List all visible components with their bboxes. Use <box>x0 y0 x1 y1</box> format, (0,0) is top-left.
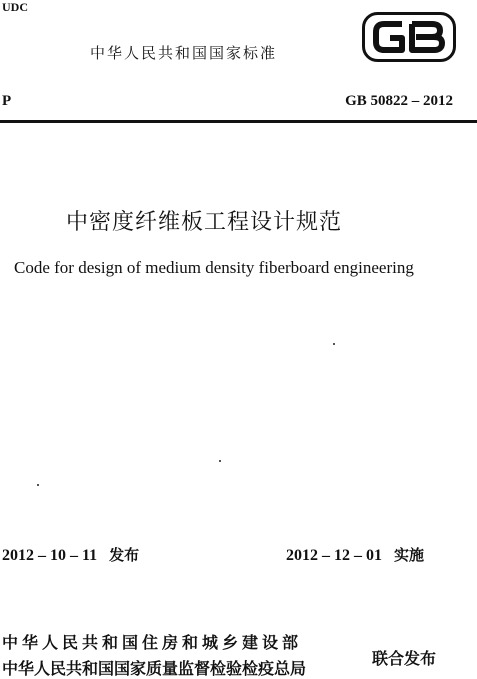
issuer-aqsiq: 中华人民共和国国家质量监督检验检疫总局 <box>2 659 307 678</box>
header-divider <box>0 120 477 123</box>
implementation-date-line <box>286 544 424 565</box>
udc-label: UDC <box>2 0 28 14</box>
scan-speck <box>37 484 39 486</box>
scan-speck <box>333 343 335 345</box>
title-english: Code for design of medium density fiberboard engineering <box>14 258 414 277</box>
standard-number: GB 50822 – 2012 <box>345 93 453 109</box>
scan-speck <box>219 460 221 462</box>
joint-issue-label: 联合发布 <box>372 649 437 668</box>
issue-label: 发布 <box>109 546 140 564</box>
implementation-label: 实施 <box>394 546 425 564</box>
title-chinese: 中密度纤维板工程设计规范 <box>66 210 343 235</box>
classification-code: P <box>2 93 12 109</box>
gb-logo-icon <box>362 12 456 62</box>
implementation-date: 2012 – 12 – 01 <box>286 547 382 564</box>
issuer-ministry: 中华人民共和国住房和城乡建设部 <box>2 633 303 652</box>
issue-date: 2012 – 10 – 11 <box>2 547 98 564</box>
issue-date-line <box>2 544 139 565</box>
national-standard-heading: 中华人民共和国国家标准 <box>90 44 278 62</box>
